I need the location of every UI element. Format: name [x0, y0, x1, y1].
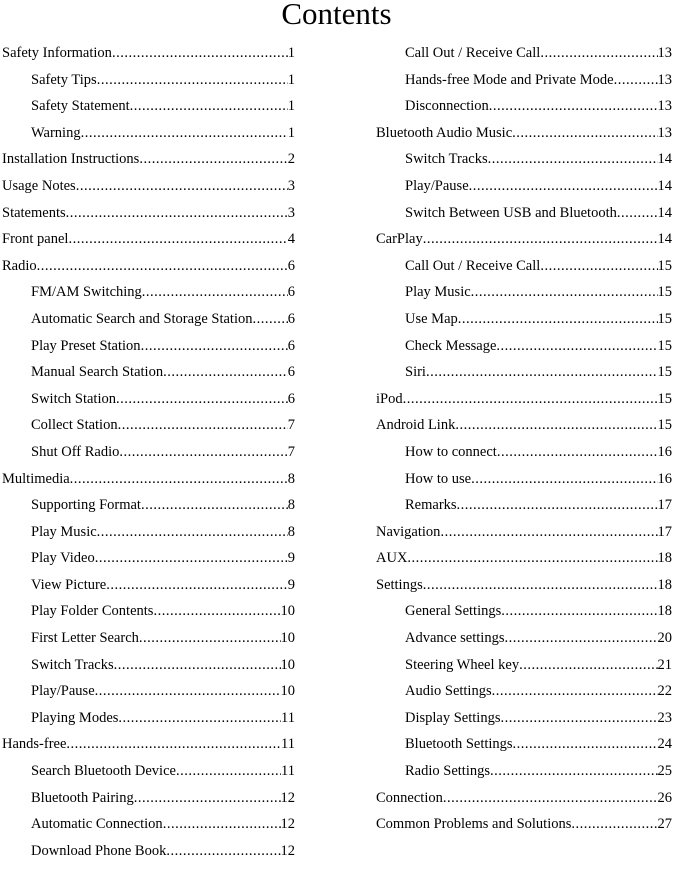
toc-leader-dots [440, 524, 657, 541]
toc-leader-dots [501, 603, 657, 620]
toc-leader-dots [166, 843, 280, 860]
toc-entry-label: Usage Notes [2, 177, 76, 194]
toc-entry-page: 18 [657, 603, 672, 620]
toc-entry-label: How to connect [405, 443, 497, 460]
toc-leader-dots [252, 311, 287, 328]
toc-entry-label: Switch Between USB and Bluetooth [405, 204, 617, 221]
toc-leader-dots [471, 284, 658, 301]
toc-entry-page: 10 [280, 683, 295, 700]
toc-entry[interactable] [376, 471, 672, 498]
toc-entry[interactable] [2, 577, 295, 604]
toc-entry-page: 7 [287, 443, 295, 460]
toc-leader-dots [119, 444, 287, 461]
toc-leader-dots [490, 763, 658, 780]
toc-leader-dots [423, 577, 658, 594]
toc-entry-label: Safety Information [2, 45, 112, 61]
toc-entry-label: Siri [405, 364, 426, 381]
toc-entry[interactable] [2, 284, 295, 311]
toc-entry[interactable] [2, 205, 295, 232]
toc-entry-label: Settings [376, 576, 423, 593]
toc-entry[interactable] [376, 98, 672, 125]
toc-entry-page: 10 [280, 603, 295, 620]
toc-entry-page: 14 [657, 204, 672, 221]
toc-leader-dots [512, 125, 657, 142]
toc-leader-dots [153, 603, 280, 620]
toc-entry-page: 17 [657, 497, 672, 514]
toc-leader-dots [66, 736, 281, 753]
toc-entry-label: Safety Tips [31, 71, 97, 88]
toc-leader-dots [70, 471, 288, 488]
toc-entry-label: Display Settings [405, 709, 501, 726]
toc-entry[interactable] [376, 125, 672, 152]
toc-entry-page: 15 [657, 284, 672, 301]
toc-entry-page: 1 [287, 98, 295, 115]
toc-leader-dots [540, 45, 657, 62]
toc-entry[interactable] [376, 364, 672, 391]
toc-entry-label: Hands-free Mode and Private Mode [405, 71, 614, 88]
toc-entry-label: Call Out / Receive Call [405, 257, 541, 274]
toc-entry-page: 11 [281, 736, 295, 753]
toc-leader-dots [176, 763, 281, 780]
toc-entry-page: 12 [280, 816, 295, 833]
toc-entry[interactable] [376, 338, 672, 365]
toc-entry[interactable] [376, 790, 672, 817]
toc-right-column [376, 45, 672, 843]
toc-entry-label: Radio Settings [405, 763, 490, 780]
toc-leader-dots [492, 683, 658, 700]
toc-entry-page: 17 [657, 523, 672, 540]
toc-entry-page: 22 [657, 683, 672, 700]
toc-entry-label: Warning [31, 124, 81, 141]
toc-leader-dots [403, 391, 658, 408]
toc-entry[interactable] [376, 444, 672, 471]
toc-leader-dots [617, 205, 658, 222]
toc-entry-label: Audio Settings [405, 683, 492, 700]
toc-leader-dots [97, 72, 288, 89]
toc-entry[interactable] [376, 630, 672, 657]
toc-leader-dots [106, 577, 288, 594]
toc-entry-page: 11 [281, 709, 295, 726]
toc-entry-page: 27 [657, 816, 672, 833]
toc-entry[interactable] [376, 205, 672, 232]
toc-leader-dots [81, 125, 288, 142]
toc-entry[interactable] [376, 550, 672, 577]
toc-entry-page: 21 [657, 656, 672, 673]
toc-entry-label: General Settings [405, 603, 502, 620]
toc-entry[interactable] [2, 231, 295, 258]
toc-entry[interactable] [2, 338, 295, 365]
toc-entry-page: 15 [657, 310, 672, 327]
toc-entry-label: Download Phone Book [31, 842, 167, 859]
toc-entry-label: Front panel [2, 231, 69, 248]
toc-entry[interactable] [2, 151, 295, 178]
toc-entry[interactable] [2, 683, 295, 710]
toc-leader-dots [134, 790, 281, 807]
toc-entry-label: Check Message [405, 337, 497, 354]
toc-entry[interactable] [2, 736, 295, 763]
toc-leader-dots [519, 657, 657, 674]
toc-entry-page: 1 [287, 124, 295, 141]
toc-leader-dots [95, 683, 281, 700]
toc-entry-page: 24 [657, 736, 672, 753]
toc-entry[interactable] [2, 98, 295, 125]
toc-entry[interactable] [2, 391, 295, 418]
toc-entry[interactable] [376, 284, 672, 311]
toc-entry-label: Common Problems and Solutions [376, 816, 572, 833]
toc-entry-page: 8 [287, 523, 295, 540]
toc-entry[interactable] [2, 497, 295, 524]
toc-entry[interactable] [376, 45, 672, 72]
toc-entry-label: iPod [376, 390, 403, 407]
toc-entry-label: Manual Search Station [31, 364, 164, 381]
toc-leader-dots [423, 231, 658, 248]
toc-entry[interactable] [2, 843, 295, 870]
toc-entry[interactable] [2, 364, 295, 391]
toc-entry-page: 9 [287, 550, 295, 567]
toc-entry[interactable] [376, 736, 672, 763]
toc-entry-label: Connection [376, 789, 443, 806]
toc-entry-page: 26 [657, 789, 672, 806]
toc-entry-label: Navigation [376, 523, 441, 540]
toc-leader-dots [97, 524, 288, 541]
toc-entry-label: How to use [405, 470, 472, 487]
toc-entry-page: 10 [280, 630, 295, 647]
toc-entry[interactable] [376, 763, 672, 790]
toc-entry[interactable] [376, 258, 672, 285]
toc-entry-label: Automatic Connection [31, 816, 163, 833]
toc-entry-label: Shut Off Radio [31, 443, 120, 460]
toc-entry-label: Safety Statement [31, 98, 130, 115]
toc-entry-label: Bluetooth Pairing [31, 789, 134, 806]
toc-leader-dots [500, 710, 657, 727]
toc-entry[interactable] [2, 790, 295, 817]
toc-entry-label: Switch Tracks [405, 151, 488, 168]
toc-entry-page: 11 [281, 763, 295, 780]
toc-entry[interactable] [376, 657, 672, 684]
toc-leader-dots [118, 417, 288, 434]
toc-leader-dots [141, 338, 288, 355]
toc-entry[interactable] [2, 524, 295, 551]
toc-entry-label: View Picture [31, 576, 107, 593]
toc-leader-dots [513, 736, 658, 753]
toc-entry[interactable] [376, 524, 672, 551]
toc-entry-label: First Letter Search [31, 630, 139, 647]
toc-leader-dots [163, 816, 281, 833]
toc-entry-page: 6 [287, 284, 295, 301]
toc-entry-page: 18 [657, 550, 672, 567]
toc-leader-dots [469, 178, 658, 195]
toc-entry-page: 3 [287, 204, 295, 221]
toc-entry-label: Bluetooth Settings [405, 736, 513, 753]
toc-entry-page: 4 [287, 231, 295, 248]
toc-entry-label: Play/Pause [31, 683, 95, 700]
toc-entry-label: Use Map [405, 310, 458, 327]
toc-leader-dots [114, 657, 281, 674]
toc-entry-page: 15 [657, 417, 672, 434]
toc-entry-label: Play Music [405, 284, 471, 301]
toc-entry[interactable] [2, 417, 295, 444]
toc-entry-label: Switch Tracks [31, 656, 114, 673]
toc-entry-label: Search Bluetooth Device [31, 763, 176, 780]
toc-entry[interactable] [376, 603, 672, 630]
toc-entry-page: 8 [287, 497, 295, 514]
toc-entry-page: 14 [657, 151, 672, 168]
toc-leader-dots [139, 630, 281, 647]
toc-leader-dots [116, 391, 288, 408]
toc-entry[interactable] [376, 72, 672, 99]
toc-entry-label: Statements [2, 204, 66, 221]
toc-entry-page: 15 [657, 257, 672, 274]
toc-entry-label: Playing Modes [31, 709, 119, 726]
toc-entry-page: 16 [657, 443, 672, 460]
toc-leader-dots [118, 710, 281, 727]
toc-entry-page: 23 [657, 709, 672, 726]
toc-entry[interactable] [2, 72, 295, 99]
toc-entry-label: Multimedia [2, 470, 70, 487]
toc-entry-label: CarPlay [376, 231, 423, 248]
toc-leader-dots [37, 258, 288, 275]
toc-entry-page: 6 [287, 390, 295, 407]
toc-leader-dots [141, 497, 288, 514]
toc-entry[interactable] [2, 45, 295, 72]
toc-entry-label: Call Out / Receive Call [405, 45, 541, 61]
toc-entry-label: Bluetooth Audio Music [376, 124, 513, 141]
toc-entry[interactable] [376, 417, 672, 444]
toc-entry[interactable] [2, 471, 295, 498]
toc-leader-dots [471, 471, 657, 488]
toc-leader-dots [540, 258, 657, 275]
toc-entry-label: AUX [376, 550, 408, 567]
toc-entry[interactable] [2, 125, 295, 152]
toc-entry-label: Play Music [31, 523, 97, 540]
toc-entry[interactable] [376, 816, 672, 843]
toc-entry[interactable] [2, 311, 295, 338]
toc-entry[interactable] [2, 657, 295, 684]
toc-entry[interactable] [2, 710, 295, 737]
toc-leader-dots [457, 497, 658, 514]
toc-leader-dots [443, 790, 658, 807]
toc-leader-dots [407, 550, 657, 567]
toc-entry-page: 14 [657, 231, 672, 248]
toc-leader-dots [76, 178, 288, 195]
toc-entry-page: 20 [657, 630, 672, 647]
toc-leader-dots [68, 231, 287, 248]
toc-entry-label: Switch Station [31, 390, 116, 407]
toc-entry-page: 13 [657, 98, 672, 115]
toc-entry-page: 13 [657, 45, 672, 61]
toc-entry-label: Installation Instructions [2, 151, 140, 168]
toc-entry[interactable] [2, 258, 295, 285]
toc-entry-label: Supporting Format [31, 497, 141, 514]
toc-entry-page: 9 [287, 576, 295, 593]
toc-leader-dots [66, 205, 288, 222]
toc-entry-page: 6 [287, 310, 295, 327]
toc-entry-page: 6 [287, 337, 295, 354]
toc-entry[interactable] [376, 231, 672, 258]
toc-entry-label: Remarks [405, 497, 457, 514]
toc-leader-dots [142, 284, 288, 301]
toc-entry-page: 1 [287, 45, 295, 61]
toc-entry-page: 25 [657, 763, 672, 780]
toc-entry[interactable] [376, 311, 672, 338]
page-title: Contents [281, 0, 392, 31]
toc-leader-dots [571, 816, 657, 833]
toc-leader-dots [489, 98, 658, 115]
toc-entry-page: 7 [287, 417, 295, 434]
toc-entry-label: Play/Pause [405, 177, 469, 194]
toc-entry-page: 15 [657, 364, 672, 381]
toc-entry[interactable] [2, 444, 295, 471]
toc-leader-dots [139, 151, 287, 168]
toc-entry-page: 8 [287, 470, 295, 487]
toc-entry-page: 10 [280, 656, 295, 673]
toc-entry-label: Automatic Search and Storage Station [31, 310, 253, 327]
toc-entry[interactable] [376, 151, 672, 178]
toc-left-column [2, 45, 295, 869]
toc-entry[interactable] [376, 178, 672, 205]
toc-entry-label: Disconnection [405, 98, 489, 115]
toc-entry-label: Play Folder Contents [31, 603, 154, 620]
toc-leader-dots [112, 45, 288, 62]
toc-leader-dots [130, 98, 288, 115]
toc-entry[interactable] [2, 816, 295, 843]
toc-entry-label: Steering Wheel key [405, 656, 520, 673]
toc-entry-label: Android Link [376, 417, 456, 434]
toc-entry[interactable] [376, 497, 672, 524]
toc-leader-dots [95, 550, 288, 567]
toc-entry[interactable] [376, 683, 672, 710]
toc-entry-page: 18 [657, 576, 672, 593]
toc-entry-label: Play Video [31, 550, 95, 567]
toc-leader-dots [163, 364, 288, 381]
toc-leader-dots [496, 338, 657, 355]
toc-entry-label: FM/AM Switching [31, 284, 142, 301]
toc-entry[interactable] [376, 391, 672, 418]
toc-leader-dots [614, 72, 658, 89]
toc-entry-page: 6 [287, 257, 295, 274]
toc-entry-label: Hands-free [2, 736, 67, 753]
toc-entry-label: Advance settings [405, 630, 505, 647]
toc-entry-page: 2 [287, 151, 295, 168]
toc-entry[interactable] [2, 550, 295, 577]
toc-entry-page: 12 [280, 842, 295, 859]
toc-entry-page: 15 [657, 337, 672, 354]
toc-entry[interactable] [2, 763, 295, 790]
toc-entry-page: 6 [287, 364, 295, 381]
toc-entry-page: 12 [280, 789, 295, 806]
toc-entry[interactable] [2, 630, 295, 657]
toc-entry[interactable] [2, 178, 295, 205]
toc-entry-page: 14 [657, 177, 672, 194]
toc-entry-label: Radio [2, 257, 37, 274]
toc-entry[interactable] [376, 710, 672, 737]
toc-entry-page: 15 [657, 390, 672, 407]
toc-entry-page: 13 [657, 124, 672, 141]
toc-leader-dots [426, 364, 658, 381]
toc-entry-label: Play Preset Station [31, 337, 141, 354]
toc-leader-dots [455, 417, 657, 434]
toc-entry-page: 1 [287, 71, 295, 88]
toc-entry-page: 13 [657, 71, 672, 88]
toc-entry-page: 16 [657, 470, 672, 487]
toc-entry[interactable] [376, 577, 672, 604]
toc-entry[interactable] [2, 603, 295, 630]
toc-leader-dots [488, 151, 658, 168]
toc-leader-dots [497, 444, 658, 461]
toc-entry-page: 3 [287, 177, 295, 194]
toc-entry-label: Collect Station [31, 417, 118, 434]
toc-leader-dots [504, 630, 657, 647]
toc-leader-dots [458, 311, 658, 328]
